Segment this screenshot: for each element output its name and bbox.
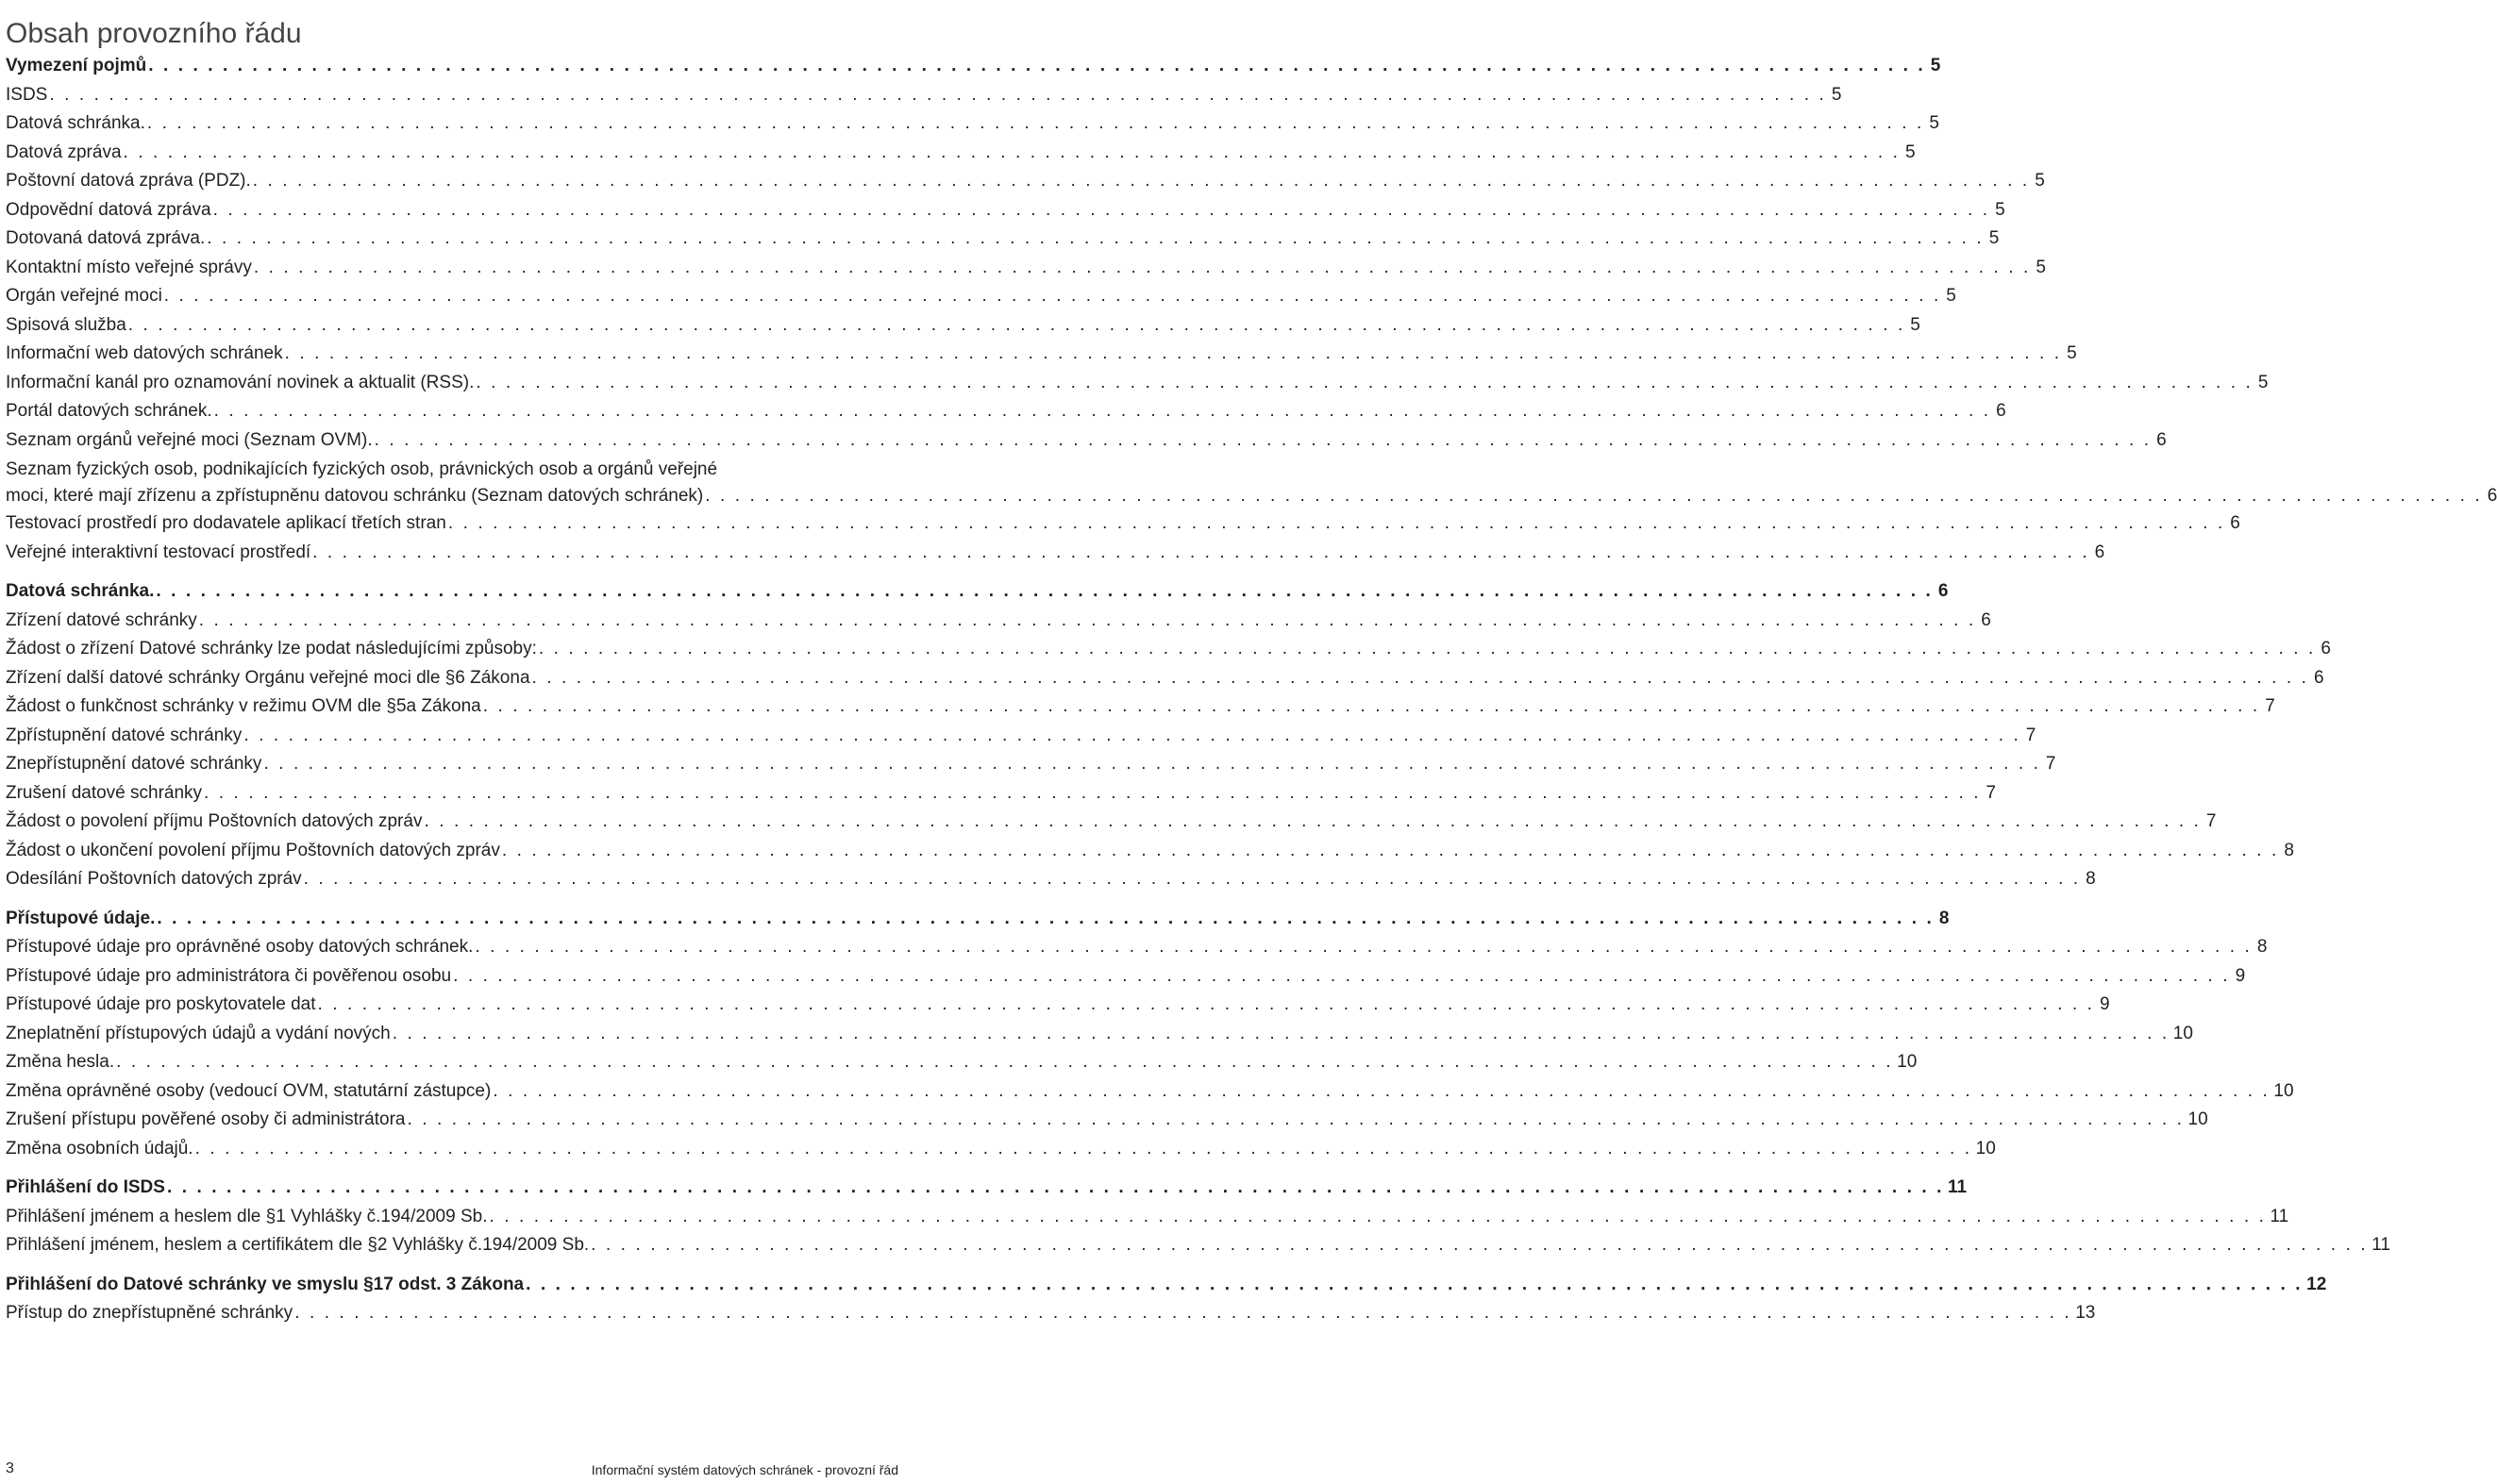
toc-entry-line [6,483,2497,509]
toc-entry-text: Odesílání Poštovních datových zpráv [6,869,302,889]
toc-entry-text: Zpřístupnění datové schránky [6,725,243,745]
dot-leader: . . . . . . . . . . . . . . . . . . . . . . . . . . . . . . . . . . . . . . . . . . . . . . . . . . . . . . . . . . . . . . . . . . . . . . . . . . . . . . . . . . . . . . . . . . . . . . . . . . . . . . . . . . . . . . . . . . . . . . . . [489,1206,2267,1226]
toc-entry[interactable] [6,340,2077,369]
toc-page-number: 10 [1975,1138,1996,1159]
dot-leader: . . . . . . . . . . . . . . . . . . . . . . . . . . . . . . . . . . . . . . . . . . . . . . . . . . . . . . . . . . . . . . . . . . . . . . . . . . . . . . . . . . . . . . . . . . . . . . . . . . . . . . . . . . . . . . . . . . . . . . . . [212,199,1990,220]
toc-entry[interactable] [6,1048,1918,1077]
toc-entry-text: Přístupové údaje pro oprávněné osoby datových schránek. [6,937,474,957]
toc-entry-text: Přístup do znepřístupněné schránky [6,1303,293,1323]
toc-entry-text: Přístupové údaje pro poskytovatele dat [6,994,316,1014]
toc-entry-text: Spisová služba [6,314,126,335]
toc-entry[interactable] [6,1020,2193,1049]
toc-entry-text: Odpovědní datová zpráva [6,199,211,220]
toc-page-number: 12 [2306,1274,2327,1294]
toc-entry[interactable] [6,933,2268,962]
toc-page-number: 6 [1996,401,2006,421]
toc-page-number: 9 [2099,994,2110,1014]
toc-entry-text: Zneplatnění přístupových údajů a vydání nových [6,1023,391,1043]
toc-page-number: 8 [1938,908,1950,928]
toc-entry[interactable] [6,509,2240,539]
dot-leader: . . . . . . . . . . . . . . . . . . . . . . . . . . . . . . . . . . . . . . . . . . . . . . . . . . . . . . . . . . . . . . . . . . . . . . . . . . . . . . . . . . . . . . . . . . . . . . . . . . . . . . . . . . . . . . . . . . . . . . . . [476,372,2254,392]
toc-entry[interactable] [6,196,2005,225]
toc-entry[interactable] [6,692,2275,722]
toc-entry-text: Seznam orgánů veřejné moci (Seznam OVM). [6,429,373,450]
toc-entry[interactable] [6,635,2331,664]
toc-page-number: 11 [2270,1206,2289,1226]
dot-leader: . . . . . . . . . . . . . . . . . . . . . . . . . . . . . . . . . . . . . . . . . . . . . . . . . . . . . . . . . . . . . . . . . . . . . . . . . . . . . . . . . . . . . . . . . . . . . . . . . . . . . . . . . . . . . . . . . . . . . . . . [493,1080,2271,1101]
dot-leader: . . . . . . . . . . . . . . . . . . . . . . . . . . . . . . . . . . . . . . . . . . . . . . . . . . . . . . . . . . . . . . . . . . . . . . . . . . . . . . . . . . . . . . . . . . . . . . . . . . . . . . . . . . . . . . . . . . . . . . . . [243,725,2021,745]
dot-leader: . . . . . . . . . . . . . . . . . . . . . . . . . . . . . . . . . . . . . . . . . . . . . . . . . . . . . . . . . . . . . . . . . . . . . . . . . . . . . . . . . . . . . . . . . . . . . . . . . . . . . . . . . . . . . . . . . . . . . . . . [705,486,2483,506]
toc-entry-text: Informační web datových schránek [6,343,283,363]
dot-leader: . . . . . . . . . . . . . . . . . . . . . . . . . . . . . . . . . . . . . . . . . . . . . . . . . . . . . . . . . . . . . . . . . . . . . . . . . . . . . . . . . . . . . . . . . . . . . . . . . . . . . . . . . . . . . . . . . . . . . . . . [253,257,2031,277]
dot-leader: . . . . . . . . . . . . . . . . . . . . . . . . . . . . . . . . . . . . . . . . . . . . . . . . . . . . . . . . . . . . . . . . . . . . . . . . . . . . . . . . . . . . . . . . . . . . . . . . . . . . . . . . . . . . . . . . . . . . . . . . [146,113,1924,133]
dot-leader: . . . . . . . . . . . . . . . . . . . . . . . . . . . . . . . . . . . . . . . . . . . . . . . . . . . . . . . . . . . . . . . . . . . . . . . . . . . . . . . . . . . . . . . . . . . . . . . . . . . . . . . . . . . . . . . . . . . . . . . . [156,581,1934,601]
toc-heading-text: Vymezení pojmů [6,56,147,75]
toc-page-number: 6 [2094,542,2105,562]
toc-entry[interactable] [6,750,2056,779]
toc-page-number: 5 [2257,372,2269,392]
toc-entry[interactable] [6,1106,2208,1135]
dot-leader: . . . . . . . . . . . . . . . . . . . . . . . . . . . . . . . . . . . . . . . . . . . . . . . . . . . . . . . . . . . . . . . . . . . . . . . . . . . . . . . . . . . . . . . . . . . . . . . . . . . . . . . . . . . . . . . . . . . . . . . . [501,840,2279,860]
toc-entry-text: Znepřístupnění datové schránky [6,754,262,774]
toc-entry-text: ISDS [6,84,48,105]
toc-entry-text: Žádost o funkčnost schránky v režimu OVM dle §5a Zákona [6,696,481,716]
toc-page-number: 5 [1946,286,1956,306]
toc-entry[interactable] [6,455,2497,509]
toc-heading[interactable] [6,1174,1968,1203]
toc-entry[interactable] [6,837,2294,866]
dot-leader: . . . . . . . . . . . . . . . . . . . . . . . . . . . . . . . . . . . . . . . . . . . . . . . . . . . . . . . . . . . . . . . . . . . . . . . . . . . . . . . . . . . . . . . . . . . . . . . . . . . . . . . . . . . . . . . . . . . . . . . . [407,1109,2185,1129]
toc-entry[interactable] [6,865,2096,894]
toc-page-number: 7 [2205,811,2217,831]
dot-leader: . . . . . . . . . . . . . . . . . . . . . . . . . . . . . . . . . . . . . . . . . . . . . . . . . . . . . . . . . . . . . . . . . . . . . . . . . . . . . . . . . . . . . . . . . . . . . . . . . . . . . . . . . . . . . . . . . . . . . . . . [194,1138,1972,1159]
toc-entry[interactable] [6,539,2105,568]
toc-entry[interactable] [6,426,2167,456]
toc-entry-text: Portál datových schránek. [6,401,212,421]
table-of-contents [6,52,2497,1339]
toc-entry-text: Přihlášení jménem a heslem dle §1 Vyhlášky č.194/2009 Sb. [6,1206,488,1226]
toc-page-number: 6 [2321,639,2331,659]
toc-entry-text: Žádost o povolení příjmu Poštovních datových zpráv [6,811,423,831]
toc-heading-text: Přihlášení do ISDS [6,1177,165,1197]
dot-leader: . . . . . . . . . . . . . . . . . . . . . . . . . . . . . . . . . . . . . . . . . . . . . . . . . . . . . . . . . . . . . . . . . . . . . . . . . . . . . . . . . . . . . . . . . . . . . . . . . . . . . . . . . . . . . . . . . . . . . . . . [213,401,1991,421]
toc-page-number: 5 [1929,113,1939,133]
toc-entry-text: Poštovní datová zpráva (PDZ). [6,171,251,191]
toc-entry[interactable] [6,808,2217,837]
toc-heading[interactable] [6,577,1949,607]
toc-page-number: 5 [2036,257,2046,277]
toc-entry-text: Žádost o ukončení povolení příjmu Poštovních datových zpráv [6,840,500,860]
toc-entry[interactable] [6,225,2000,254]
toc-entry-text: moci, které mají zřízenu a zpřístupněnu datovou schránku (Seznam datových schránek) [6,486,704,506]
dot-leader: . . . . . . . . . . . . . . . . . . . . . . . . . . . . . . . . . . . . . . . . . . . . . . . . . . . . . . . . . . . . . . . . . . . . . . . . . . . . . . . . . . . . . . . . . . . . . . . . . . . . . . . . . . . . . . . . . . . . . . . . [317,994,2095,1014]
toc-heading-text: Přístupové údaje. [6,908,156,928]
toc-page-number: 5 [1930,56,1941,75]
toc-entry[interactable] [6,311,1920,341]
toc-heading[interactable] [6,1271,2327,1300]
dot-leader: . . . . . . . . . . . . . . . . . . . . . . . . . . . . . . . . . . . . . . . . . . . . . . . . . . . . . . . . . . . . . . . . . . . . . . . . . . . . . . . . . . . . . . . . . . . . . . . . . . . . . . . . . . . . . . . . . . . . . . . . [303,869,2081,889]
dot-leader: . . . . . . . . . . . . . . . . . . . . . . . . . . . . . . . . . . . . . . . . . . . . . . . . . . . . . . . . . . . . . . . . . . . . . . . . . . . . . . . . . . . . . . . . . . . . . . . . . . . . . . . . . . . . . . . . . . . . . . . . [453,965,2231,986]
toc-entry-text: Testovací prostředí pro dodavatele aplikací třetích stran [6,513,446,533]
toc-page-number: 10 [1897,1052,1918,1072]
dot-leader: . . . . . . . . . . . . . . . . . . . . . . . . . . . . . . . . . . . . . . . . . . . . . . . . . . . . . . . . . . . . . . . . . . . . . . . . . . . . . . . . . . . . . . . . . . . . . . . . . . . . . . . . . . . . . . . . . . . . . . . . [531,667,2309,688]
dot-leader: . . . . . . . . . . . . . . . . . . . . . . . . . . . . . . . . . . . . . . . . . . . . . . . . . . . . . . . . . . . . . . . . . . . . . . . . . . . . . . . . . . . . . . . . . . . . . . . . . . . . . . . . . . . . . . . . . . . . . . . . [123,142,1901,162]
toc-entry[interactable] [6,1299,2096,1328]
dot-leader: . . . . . . . . . . . . . . . . . . . . . . . . . . . . . . . . . . . . . . . . . . . . . . . . . . . . . . . . . . . . . . . . . . . . . . . . . . . . . . . . . . . . . . . . . . . . . . . . . . . . . . . . . . . . . . . . . . . . . . . . [204,782,1982,803]
toc-entry[interactable] [6,139,1916,168]
dot-leader: . . . . . . . . . . . . . . . . . . . . . . . . . . . . . . . . . . . . . . . . . . . . . . . . . . . . . . . . . . . . . . . . . . . . . . . . . . . . . . . . . . . . . . . . . . . . . . . . . . . . . . . . . . . . . . . . . . . . . . . . [591,1235,2369,1255]
dot-leader: . . . . . . . . . . . . . . . . . . . . . . . . . . . . . . . . . . . . . . . . . . . . . . . . . . . . . . . . . . . . . . . . . . . . . . . . . . . . . . . . . . . . . . . . . . . . . . . . . . . . . . . . . . . . . . . . . . . . . . . . [148,56,1926,75]
toc-entry-text: Změna oprávněné osoby (vedoucí OVM, statutární zástupce) [6,1080,492,1101]
page-number: 3 [6,1460,14,1476]
toc-entry[interactable] [6,282,1956,311]
dot-leader: . . . . . . . . . . . . . . . . . . . . . . . . . . . . . . . . . . . . . . . . . . . . . . . . . . . . . . . . . . . . . . . . . . . . . . . . . . . . . . . . . . . . . . . . . . . . . . . . . . . . . . . . . . . . . . . . . . . . . . . . [157,908,1935,928]
dot-leader: . . . . . . . . . . . . . . . . . . . . . . . . . . . . . . . . . . . . . . . . . . . . . . . . . . . . . . . . . . . . . . . . . . . . . . . . . . . . . . . . . . . . . . . . . . . . . . . . . . . . . . . . . . . . . . . . . . . . . . . . [166,1177,1944,1197]
toc-page-number: 10 [2187,1109,2208,1129]
toc-page-number: 10 [2172,1023,2193,1043]
dot-leader: . . . . . . . . . . . . . . . . . . . . . . . . . . . . . . . . . . . . . . . . . . . . . . . . . . . . . . . . . . . . . . . . . . . . . . . . . . . . . . . . . . . . . . . . . . . . . . . . . . . . . . . . . . . . . . . . . . . . . . . . [163,286,1941,306]
toc-entry-text: Zřízení datové schránky [6,609,197,630]
toc-page-number: 5 [1988,228,2000,248]
toc-section [6,52,2497,567]
toc-entry-text: Orgán veřejné moci [6,286,162,306]
toc-page-number: 7 [1986,782,1997,803]
dot-leader: . . . . . . . . . . . . . . . . . . . . . . . . . . . . . . . . . . . . . . . . . . . . . . . . . . . . . . . . . . . . . . . . . . . . . . . . . . . . . . . . . . . . . . . . . . . . . . . . . . . . . . . . . . . . . . . . . . . . . . . . [252,171,2030,191]
dot-leader: . . . . . . . . . . . . . . . . . . . . . . . . . . . . . . . . . . . . . . . . . . . . . . . . . . . . . . . . . . . . . . . . . . . . . . . . . . . . . . . . . . . . . . . . . . . . . . . . . . . . . . . . . . . . . . . . . . . . . . . . [127,314,1905,335]
toc-heading-text: Přihlášení do Datové schránky ve smyslu §17 odst. 3 Zákona [6,1274,525,1294]
toc-page-number: 8 [2284,840,2294,860]
toc-entry[interactable] [6,167,2045,196]
toc-section [6,905,2294,1164]
toc-page-number: 13 [2075,1303,2096,1323]
dot-leader: . . . . . . . . . . . . . . . . . . . . . . . . . . . . . . . . . . . . . . . . . . . . . . . . . . . . . . . . . . . . . . . . . . . . . . . . . . . . . . . . . . . . . . . . . . . . . . . . . . . . . . . . . . . . . . . . . . . . . . . . [263,754,2041,774]
toc-entry[interactable] [6,369,2269,398]
toc-page-number: 7 [2045,754,2056,774]
toc-page-number: 9 [2235,965,2246,986]
footer-text: Informační systém datových schránek - provozní řád [591,1462,898,1477]
toc-entry-text: Seznam fyzických osob, podnikajících fyzických osob, právnických osob a orgánů veřejné [6,459,718,479]
toc-entry-text: Zrušení datové schránky [6,782,203,803]
toc-entry[interactable] [6,397,2006,426]
toc-entry-text: Veřejné interaktivní testovací prostředí [6,542,311,562]
toc-entry[interactable] [6,1077,2294,1107]
dot-leader: . . . . . . . . . . . . . . . . . . . . . . . . . . . . . . . . . . . . . . . . . . . . . . . . . . . . . . . . . . . . . . . . . . . . . . . . . . . . . . . . . . . . . . . . . . . . . . . . . . . . . . . . . . . . . . . . . . . . . . . . [538,639,2316,659]
toc-entry[interactable] [6,1135,1996,1164]
toc-page-number: 5 [1831,84,1842,105]
dot-leader: . . . . . . . . . . . . . . . . . . . . . . . . . . . . . . . . . . . . . . . . . . . . . . . . . . . . . . . . . . . . . . . . . . . . . . . . . . . . . . . . . . . . . . . . . . . . . . . . . . . . . . . . . . . . . . . . . . . . . . . . [475,937,2253,957]
toc-page-number: 6 [1937,581,1949,601]
toc-entry[interactable] [6,991,2110,1020]
toc-entry-text: Informační kanál pro oznamování novinek a aktualit (RSS). [6,372,475,392]
toc-page-number: 5 [1904,142,1916,162]
dot-leader: . . . . . . . . . . . . . . . . . . . . . . . . . . . . . . . . . . . . . . . . . . . . . . . . . . . . . . . . . . . . . . . . . . . . . . . . . . . . . . . . . . . . . . . . . . . . . . . . . . . . . . . . . . . . . . . . . . . . . . . . [392,1023,2170,1043]
toc-entry-text: Kontaktní místo veřejné správy [6,257,252,277]
toc-entry-text: Zřízení další datové schránky Orgánu veřejné moci dle §6 Zákona [6,667,530,688]
dot-leader: . . . . . . . . . . . . . . . . . . . . . . . . . . . . . . . . . . . . . . . . . . . . . . . . . . . . . . . . . . . . . . . . . . . . . . . . . . . . . . . . . . . . . . . . . . . . . . . . . . . . . . . . . . . . . . . . . . . . . . . . [207,228,1985,248]
dot-leader: . . . . . . . . . . . . . . . . . . . . . . . . . . . . . . . . . . . . . . . . . . . . . . . . . . . . . . . . . . . . . . . . . . . . . . . . . . . . . . . . . . . . . . . . . . . . . . . . . . . . . . . . . . . . . . . . . . . . . . . . [116,1052,1894,1072]
toc-section [6,1174,2390,1260]
toc-entry[interactable] [6,722,2036,751]
toc-entry[interactable] [6,81,1842,110]
dot-leader: . . . . . . . . . . . . . . . . . . . . . . . . . . . . . . . . . . . . . . . . . . . . . . . . . . . . . . . . . . . . . . . . . . . . . . . . . . . . . . . . . . . . . . . . . . . . . . . . . . . . . . . . . . . . . . . . . . . . . . . . [312,542,2090,562]
toc-entry[interactable] [6,664,2324,693]
toc-page-number: 11 [2371,1235,2390,1255]
dot-leader: . . . . . . . . . . . . . . . . . . . . . . . . . . . . . . . . . . . . . . . . . . . . . . . . . . . . . . . . . . . . . . . . . . . . . . . . . . . . . . . . . . . . . . . . . . . . . . . . . . . . . . . . . . . . . . . . . . . . . . . . [284,343,2062,363]
dot-leader: . . . . . . . . . . . . . . . . . . . . . . . . . . . . . . . . . . . . . . . . . . . . . . . . . . . . . . . . . . . . . . . . . . . . . . . . . . . . . . . . . . . . . . . . . . . . . . . . . . . . . . . . . . . . . . . . . . . . . . . . [447,513,2225,533]
toc-page-number: 6 [2230,513,2240,533]
toc-section [6,577,2331,894]
toc-entry[interactable] [6,962,2246,992]
toc-heading[interactable] [6,52,1941,81]
toc-page-number: 5 [1910,314,1920,335]
toc-entry-text: Změna osobních údajů. [6,1138,193,1159]
toc-heading[interactable] [6,905,1950,934]
dot-leader: . . . . . . . . . . . . . . . . . . . . . . . . . . . . . . . . . . . . . . . . . . . . . . . . . . . . . . . . . . . . . . . . . . . . . . . . . . . . . . . . . . . . . . . . . . . . . . . . . . . . . . . . . . . . . . . . . . . . . . . . [482,696,2260,716]
toc-page-number: 6 [2313,667,2324,688]
toc-entry-text: Datová schránka. [6,113,145,133]
toc-entry[interactable] [6,254,2046,283]
toc-entry-text: Zrušení přístupu pověřené osoby či administrátora [6,1109,406,1129]
dot-leader: . . . . . . . . . . . . . . . . . . . . . . . . . . . . . . . . . . . . . . . . . . . . . . . . . . . . . . . . . . . . . . . . . . . . . . . . . . . . . . . . . . . . . . . . . . . . . . . . . . . . . . . . . . . . . . . . . . . . . . . . [294,1303,2072,1323]
toc-page-number: 5 [1995,199,2005,220]
toc-entry-text: Datová zpráva [6,142,122,162]
toc-page-number: 11 [1947,1177,1968,1197]
dot-leader: . . . . . . . . . . . . . . . . . . . . . . . . . . . . . . . . . . . . . . . . . . . . . . . . . . . . . . . . . . . . . . . . . . . . . . . . . . . . . . . . . . . . . . . . . . . . . . . . . . . . . . . . . . . . . . . . . . . . . . . . [424,811,2202,831]
dot-leader: . . . . . . . . . . . . . . . . . . . . . . . . . . . . . . . . . . . . . . . . . . . . . . . . . . . . . . . . . . . . . . . . . . . . . . . . . . . . . . . . . . . . . . . . . . . . . . . . . . . . . . . . . . . . . . . . . . . . . . . . [198,609,1976,630]
toc-section [6,1271,2327,1328]
toc-page-number: 7 [2025,725,2036,745]
toc-entry-text: Žádost o zřízení Datové schránky lze podat následujícími způsoby: [6,639,537,659]
toc-entry-text: Dotovaná datová zpráva. [6,228,206,248]
toc-page-number: 5 [2067,343,2077,363]
page-title: Obsah provozního řádu [6,18,302,50]
toc-entry-text: Změna hesla. [6,1052,115,1072]
toc-page-number: 7 [2265,696,2275,716]
toc-entry-text: Přihlášení jménem, heslem a certifikátem dle §2 Vyhlášky č.194/2009 Sb. [6,1235,590,1255]
dot-leader: . . . . . . . . . . . . . . . . . . . . . . . . . . . . . . . . . . . . . . . . . . . . . . . . . . . . . . . . . . . . . . . . . . . . . . . . . . . . . . . . . . . . . . . . . . . . . . . . . . . . . . . . . . . . . . . . . . . . . . . . [49,84,1827,105]
toc-entry[interactable] [6,1231,2390,1260]
toc-entry[interactable] [6,1203,2289,1232]
toc-heading-text: Datová schránka. [6,581,155,601]
toc-page-number: 8 [2256,937,2268,957]
toc-page-number: 5 [2035,171,2045,191]
toc-page-number: 10 [2273,1080,2294,1101]
toc-page-number: 6 [1981,609,1991,630]
toc-entry[interactable] [6,607,1991,636]
toc-entry[interactable] [6,109,1939,139]
toc-page-number: 8 [2086,869,2096,889]
dot-leader: . . . . . . . . . . . . . . . . . . . . . . . . . . . . . . . . . . . . . . . . . . . . . . . . . . . . . . . . . . . . . . . . . . . . . . . . . . . . . . . . . . . . . . . . . . . . . . . . . . . . . . . . . . . . . . . . . . . . . . . . [526,1274,2304,1294]
toc-page-number: 6 [2487,486,2497,506]
toc-page-number: 6 [2156,429,2167,450]
dot-leader: . . . . . . . . . . . . . . . . . . . . . . . . . . . . . . . . . . . . . . . . . . . . . . . . . . . . . . . . . . . . . . . . . . . . . . . . . . . . . . . . . . . . . . . . . . . . . . . . . . . . . . . . . . . . . . . . . . . . . . . . [374,429,2152,450]
toc-entry[interactable] [6,779,1997,809]
toc-entry-text: Přístupové údaje pro administrátora či pověřenou osobu [6,965,452,986]
